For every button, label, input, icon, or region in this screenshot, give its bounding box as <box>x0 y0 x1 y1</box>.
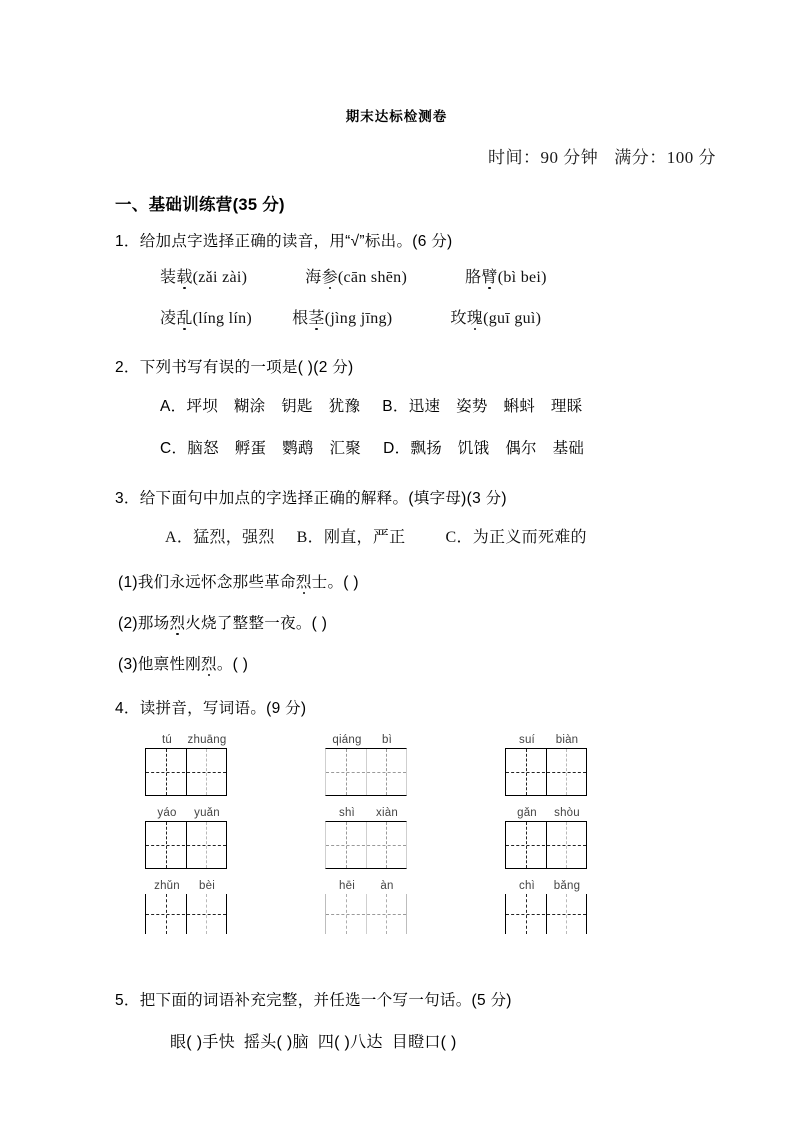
q1-item-2-char: 海 <box>305 269 322 286</box>
q3-item-2-pre: 那场 <box>137 615 170 632</box>
pinyin-grid-8-label <box>325 878 409 894</box>
q3-item-3-post: 。( ) <box>216 656 249 673</box>
q2-option-a[interactable] <box>160 398 360 415</box>
pinyin-syllable: shì <box>339 807 355 819</box>
q3-item-2-post: 火烧了整整一夜。( ) <box>185 615 328 632</box>
q3-choice-c-label: C． <box>445 529 473 546</box>
q5-idiom-3-pre: 四( <box>317 1034 340 1051</box>
q2-option-d-words: 飘扬 饥饿 偶尔 基础 <box>410 440 585 457</box>
question-5-idioms <box>170 1029 457 1052</box>
q3-choice-c[interactable] <box>445 529 586 546</box>
q2-option-b[interactable] <box>382 398 582 415</box>
question-2-options-row-1 <box>160 394 583 416</box>
pinyin-grid-8[interactable] <box>325 878 409 934</box>
q3-item-1-num: (1) <box>118 574 138 591</box>
pinyin-grid-6-label <box>505 805 589 821</box>
q5-idiom-3-post: )八达 <box>344 1034 383 1051</box>
q2-option-d[interactable] <box>383 440 584 457</box>
pinyin-grid-5-label <box>325 805 409 821</box>
q3-item-3-dotchar: 烈 <box>201 652 217 674</box>
q5-idiom-1-pre: 眼( <box>170 1034 192 1051</box>
pinyin-syllable: zhǔn <box>154 880 180 892</box>
q5-idiom-3[interactable] <box>318 1034 383 1051</box>
pinyin-syllable: àn <box>380 880 394 892</box>
tianzige-box[interactable] <box>505 748 587 796</box>
tianzige-box[interactable] <box>505 821 587 869</box>
q2-option-b-words: 迅速 姿势 蝌蚪 理睬 <box>408 398 583 415</box>
question-3-stem: 3．给下面句中加点的字选择正确的解释。(填字母)(3 分) <box>115 490 507 507</box>
tianzige-box[interactable] <box>145 748 227 796</box>
q1-item-3-dotchar: 臂 <box>481 264 497 287</box>
pinyin-grid-4-label <box>145 805 229 821</box>
q5-idiom-2[interactable] <box>244 1034 309 1051</box>
time-label: 时间： <box>488 148 541 167</box>
q5-idiom-1-post: )手快 <box>196 1034 235 1051</box>
question-1-row-2 <box>160 305 541 328</box>
question-3-choices <box>165 524 587 547</box>
q1-item-4[interactable] <box>160 310 252 327</box>
q1-item-5-pinyin: (jìng jīng) <box>324 310 393 327</box>
q1-item-1[interactable] <box>160 269 247 286</box>
q2-option-a-words: 坪坝 糊涂 钥匙 犹豫 <box>186 398 361 415</box>
pinyin-syllable: suí <box>519 734 535 746</box>
pinyin-syllable: chì <box>519 880 535 892</box>
section-heading-1: 一、基础训练营(35 分) <box>115 196 285 214</box>
exam-meta <box>0 143 716 168</box>
q3-choice-a[interactable] <box>165 529 275 546</box>
q5-idiom-4-post: ) <box>451 1034 457 1051</box>
q1-item-6-dotchar: 瑰 <box>467 305 483 328</box>
q5-idiom-2-pre: 摇头( <box>243 1034 283 1051</box>
q3-choice-b-text: 刚直，严正 <box>323 529 406 546</box>
pinyin-syllable: bèi <box>199 880 215 892</box>
q2-option-a-label: A． <box>160 398 187 415</box>
pinyin-grid-9-label <box>505 878 589 894</box>
pinyin-syllable: qiáng <box>332 734 362 746</box>
pinyin-syllable: shòu <box>554 807 580 819</box>
pinyin-grid-2-label <box>325 732 409 748</box>
pinyin-syllable: xiàn <box>376 807 398 819</box>
question-3-item-1[interactable] <box>118 570 359 592</box>
pinyin-grid-5[interactable] <box>325 805 409 869</box>
page-title: 期末达标检测卷 <box>345 109 448 124</box>
q1-item-4-char: 凌 <box>160 310 177 327</box>
q1-item-5-char: 根 <box>292 310 309 327</box>
q3-item-1-dotchar: 烈 <box>296 570 312 592</box>
q1-item-5-dotchar: 茎 <box>308 305 324 328</box>
question-5-stem: 5．把下面的词语补充完整，并任选一个写一句话。(5 分) <box>115 992 512 1009</box>
pinyin-syllable: yáo <box>157 807 177 819</box>
q5-idiom-4[interactable] <box>392 1034 457 1051</box>
q3-choice-a-label: A． <box>165 529 194 546</box>
pinyin-grid-1-label <box>145 732 229 748</box>
q1-item-6-char: 玫 <box>450 310 467 327</box>
q3-item-2-num: (2) <box>118 615 138 632</box>
q3-choice-b[interactable] <box>297 529 406 546</box>
q3-item-1-pre: 我们永远怀念那些革命 <box>137 574 296 591</box>
q1-item-4-pinyin: (líng lín) <box>192 310 253 327</box>
pinyin-grid-9[interactable] <box>505 878 589 934</box>
q2-option-c-label: C． <box>160 440 188 457</box>
question-2-options-row-2 <box>160 436 584 458</box>
q2-option-c-words: 脑怒 孵蛋 鹦鹉 汇聚 <box>187 440 362 457</box>
pinyin-grid-1[interactable] <box>145 732 229 796</box>
q1-item-6[interactable] <box>450 310 541 327</box>
score-value: 100 分 <box>666 148 716 167</box>
pinyin-grid-4[interactable] <box>145 805 229 869</box>
q3-item-1-post: 士。( ) <box>311 574 359 591</box>
q1-item-1-dotchar: 载 <box>176 264 192 287</box>
pinyin-syllable: bì <box>382 734 392 746</box>
pinyin-syllable: gǎn <box>517 807 537 819</box>
q1-item-1-char: 装 <box>160 269 177 286</box>
pinyin-syllable: hēi <box>339 880 355 892</box>
question-1-stem: 1．给加点字选择正确的读音，用“√”标出。(6 分) <box>115 233 453 250</box>
q2-option-d-label: D． <box>383 440 411 457</box>
pinyin-grid-6[interactable] <box>505 805 589 869</box>
q3-item-3-pre: 他禀性刚 <box>137 656 202 673</box>
q3-choice-a-text: 猛烈，强烈 <box>193 529 275 546</box>
q5-idiom-1[interactable] <box>170 1034 235 1051</box>
q1-item-3-pinyin: (bì bei) <box>497 269 547 286</box>
q3-item-2-dotchar: 烈 <box>169 611 185 633</box>
pinyin-grid-7-label <box>145 878 229 894</box>
question-3-item-3[interactable] <box>118 652 248 674</box>
tianzige-box[interactable] <box>325 894 407 934</box>
q5-idiom-2-post: )脑 <box>286 1034 309 1051</box>
question-2-stem: 2．下列书写有误的一项是( )(2 分) <box>115 359 354 376</box>
pinyin-grid-3-label <box>505 732 589 748</box>
tianzige-box[interactable] <box>145 894 227 934</box>
tianzige-box[interactable] <box>505 894 587 934</box>
pinyin-syllable: zhuāng <box>187 734 227 746</box>
tianzige-box[interactable] <box>325 748 407 796</box>
q5-idiom-4-pre: 目瞪口( <box>391 1034 447 1051</box>
pinyin-syllable: tú <box>162 734 172 746</box>
q1-item-6-pinyin: (guī guì) <box>483 310 542 327</box>
pinyin-syllable: bǎng <box>553 880 581 892</box>
q3-choice-b-label: B． <box>296 529 324 546</box>
q1-item-4-dotchar: 乱 <box>176 305 192 328</box>
question-1-row-1 <box>160 264 547 287</box>
q1-item-1-pinyin: (zǎi zài) <box>192 269 248 286</box>
q2-option-b-label: B． <box>382 398 409 415</box>
q1-item-3[interactable] <box>465 269 547 286</box>
tianzige-box[interactable] <box>145 821 227 869</box>
q1-item-2[interactable] <box>305 269 407 286</box>
pinyin-grid-2[interactable] <box>325 732 409 796</box>
pinyin-grid-3[interactable] <box>505 732 589 796</box>
q1-item-5[interactable] <box>292 310 392 327</box>
time-value: 90 分钟 <box>540 148 599 167</box>
pinyin-grid-7[interactable] <box>145 878 229 934</box>
pinyin-syllable: yuǎn <box>194 807 220 819</box>
q1-item-3-char: 胳 <box>465 269 482 286</box>
q3-item-3-num: (3) <box>118 656 138 673</box>
tianzige-box[interactable] <box>325 821 407 869</box>
q2-option-c[interactable] <box>160 440 361 457</box>
score-label: 满分： <box>614 148 667 167</box>
question-3-item-2[interactable] <box>118 611 327 633</box>
q1-item-2-pinyin: (cān shēn) <box>337 269 408 286</box>
question-4-stem: 4．读拼音，写词语。(9 分) <box>115 700 307 717</box>
q1-item-2-dotchar: 参 <box>322 264 338 287</box>
pinyin-syllable: biàn <box>555 734 579 746</box>
q3-choice-c-text: 为正义而死难的 <box>472 529 587 546</box>
